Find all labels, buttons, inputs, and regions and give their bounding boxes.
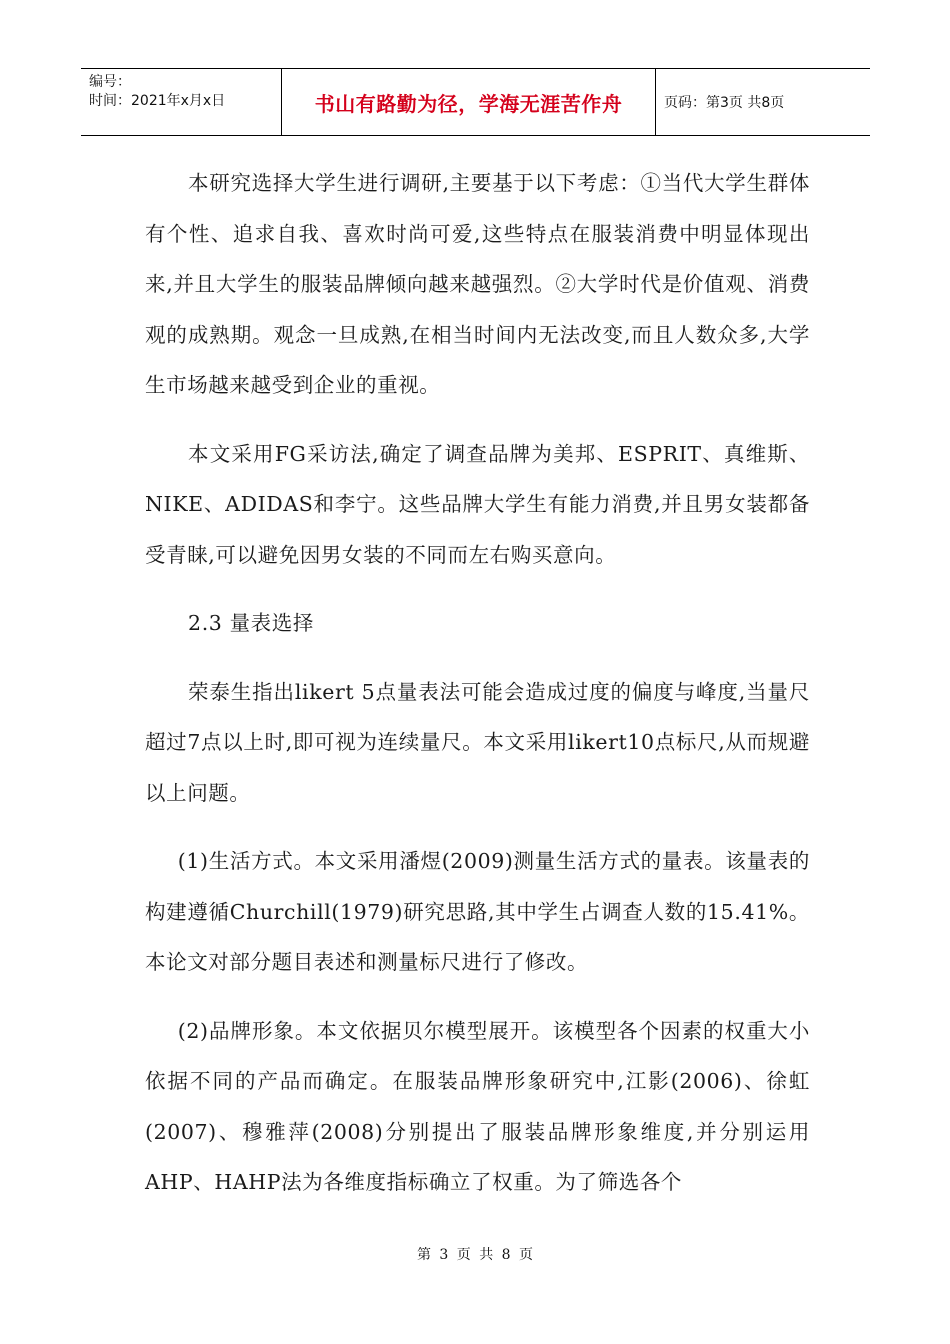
body-paragraph: 荣泰生指出likert 5点量表法可能会造成过度的偏度与峰度,当量尺超过7点以上时,即可视为连续量尺。本文采用likert10点标尺,从而规避以上问题。 bbox=[145, 679, 810, 805]
page-footer bbox=[0, 1244, 950, 1264]
section-heading: 2.3 量表选择 bbox=[188, 611, 314, 635]
header-meta-cell bbox=[81, 69, 282, 135]
body-paragraph: (1)生活方式。本文采用潘煜(2009)测量生活方式的量表。该量表的构建遵循Churchill(1979)研究思路,其中学生占调查人数的15.41%。本论文对部分题目表述和测量标尺进行了修改。 bbox=[145, 849, 810, 974]
header-motto-cell bbox=[282, 69, 656, 135]
header-page-cell bbox=[656, 69, 870, 135]
header-motto: 书山有路勤为径，学海无涯苦作舟 bbox=[314, 91, 623, 116]
body-paragraph: 本文采用FG采访法,确定了调查品牌为美邦、ESPRIT、真维斯、NIKE、ADIDAS和李宁。这些品牌大学生有能力消费,并且男女装都备受青睐,可以避免因男女装的不同而左右购买意向。 bbox=[145, 441, 810, 567]
footer-page-number: 第 3 页 共 8 页 bbox=[416, 1247, 534, 1263]
body-paragraph: 本研究选择大学生进行调研,主要基于以下考虑：①当代大学生群体有个性、追求自我、喜欢时尚可爱,这些特点在服装消费中明显体现出来,并且大学生的服装品牌倾向越来越强烈。②大学时代是价值观、消费观的成熟期。观念一旦成熟,在相当时间内无法改变,而且人数众多,大学生市场越来越受到企业的重视。 bbox=[145, 171, 810, 397]
body-paragraph: (2)品牌形象。本文依据贝尔模型展开。该模型各个因素的权重大小依据不同的产品而确定。在服装品牌形象研究中,江影(2006)、徐虹(2007)、穆雅萍(2008)分别提出了服装品牌形象维度,并分别运用AHP、HAHP法为各维度指标确立了权重。为了筛选各个 bbox=[145, 1018, 810, 1194]
serial-number-label: 编号： bbox=[89, 74, 131, 90]
document-body bbox=[145, 158, 810, 1226]
header-page-info: 页码：第3页 共8页 bbox=[664, 95, 785, 111]
document-header bbox=[81, 68, 870, 136]
date-label: 时间：2021年x月x日 bbox=[89, 93, 226, 109]
